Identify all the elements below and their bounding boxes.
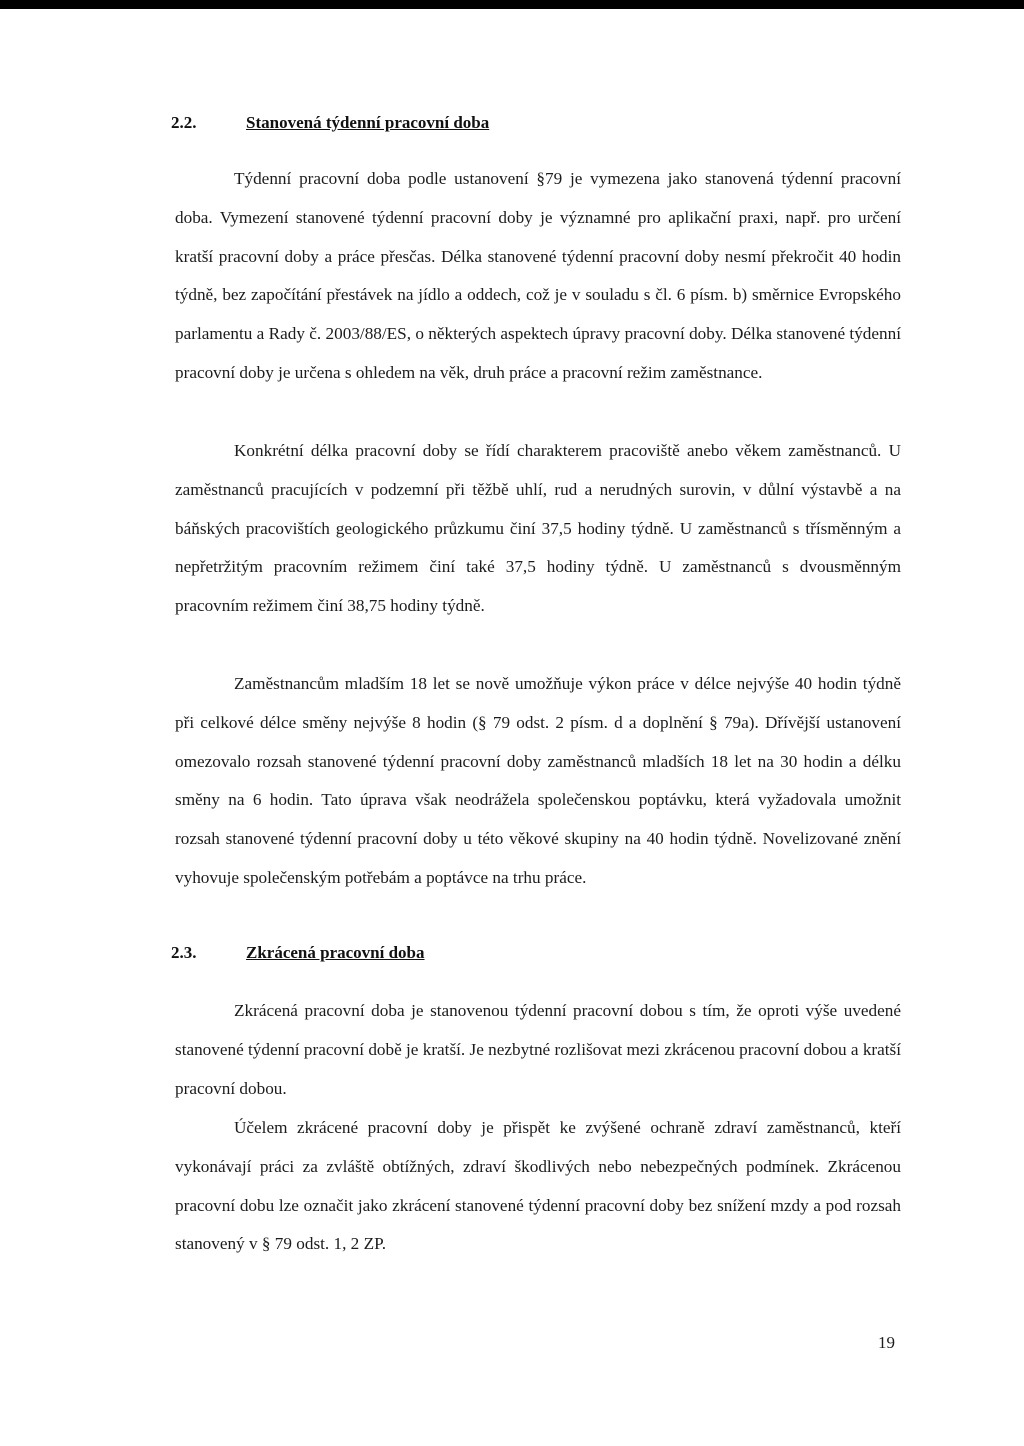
section-title: Stanovená týdenní pracovní doba	[246, 113, 490, 132]
document-paper	[0, 9, 1024, 1446]
section-number: 2.3.	[171, 943, 197, 962]
paragraph: Zaměstnancům mladším 18 let se nově umožňuje výkon práce v délce nejvýše 40 hodin týdně při celkové délce směny nejvýše 8 hodin (§ 79 odst. 2 písm. d a doplnění § 79a). Dřívější ustanovení omezovalo rozsah stanovené týdenní pracovní doby zaměstnanců mladších 18 let na 30 hodin a délku směny na 6 hodin. Tato úprava však neodrážela společenskou poptávku, která vyžadovala umožnit rozsah stanovené týdenní pracovní doby u této věkové skupiny na 40 hodin týdně. Novelizované znění vyhovuje společenským potřebám a poptávce na trhu práce.	[175, 674, 901, 887]
section-title: Zkrácená pracovní doba	[246, 943, 425, 962]
page-number: 19	[878, 1333, 895, 1352]
section-heading-2-3	[171, 942, 425, 964]
section-heading-2-2	[171, 112, 489, 134]
paragraph: Týdenní pracovní doba podle ustanovení §79 je vymezena jako stanovená týdenní pracovní doba. Vymezení stanovené týdenní pracovní doby je významné pro aplikační praxi, např. pro určení kratší pracovní doby a práce přesčas. Délka stanovené týdenní pracovní doby nesmí překročit 40 hodin týdně, bez započítání přestávek na jídlo a oddech, což je v souladu s čl. 6 písm. b) směrnice Evropského parlamentu a Rady č. 2003/88/ES, o některých aspektech úpravy pracovní doby. Délka stanovené týdenní pracovní doby je určena s ohledem na věk, druh práce a pracovní režim zaměstnance.	[175, 169, 901, 382]
paragraph: Konkrétní délka pracovní doby se řídí charakterem pracoviště anebo věkem zaměstnanců. U zaměstnanců pracujících v podzemní při těžbě uhlí, rud a nerudných surovin, v důlní výstavbě a na báňských pracovištích geologického průzkumu činí 37,5 hodiny týdně. U zaměstnanců s třísměnným a nepřetržitým pracovním režimem činí také 37,5 hodiny týdně. U zaměstnanců s dvousměnným pracovním režimem činí 38,75 hodiny týdně.	[175, 441, 901, 616]
paragraph: Účelem zkrácené pracovní doby je přispět ke zvýšené ochraně zdraví zaměstnanců, kteří vykonávají práci za zvláště obtížných, zdraví škodlivých nebo nebezpečných podmínek. Zkrácenou pracovní dobu lze označit jako zkrácení stanovené týdenní pracovní doby bez snížení mzdy a pod rozsah stanovený v § 79 odst. 1, 2 ZP.	[175, 1118, 901, 1254]
paragraph: Zkrácená pracovní doba je stanovenou týdenní pracovní dobou s tím, že oproti výše uvedené stanovené týdenní pracovní době je kratší. Je nezbytné rozlišovat mezi zkrácenou pracovní dobou a kratší pracovní dobou.	[175, 1001, 901, 1098]
section-number: 2.2.	[171, 113, 197, 132]
